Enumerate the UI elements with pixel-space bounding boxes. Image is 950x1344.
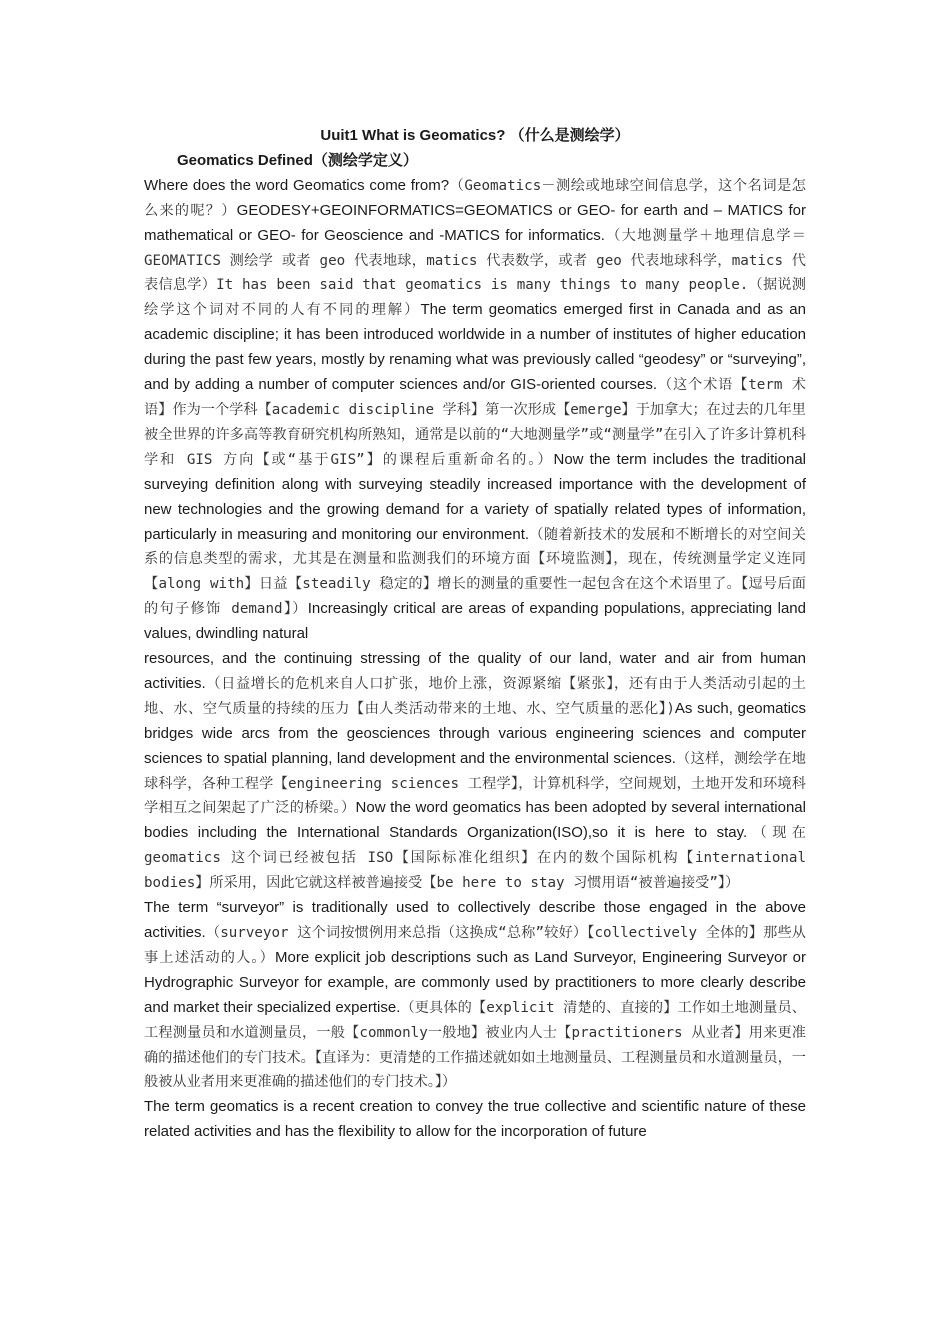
text-segment-en: More explicit job descriptions such as Land Surveyor, Engineering Surveyor or Hydrographic Surveyor for example, are commonly used by practitioners to more clearly describe and market their specialized expertise. (144, 948, 806, 1016)
paragraph (144, 1095, 806, 1145)
text-segment-en: GEODESY+GEOINFORMATICS=GEOMATICS or GEO- for earth and – MATICS for mathematical or GEO- for Geoscience and -MATICS for informatics. (144, 201, 806, 244)
text-segment-en: Now the term includes the traditional surveying definition along with surveying steadily increased importance with the development of new technologies and the growing demand for a variety of spatially related types of information, particularly in measuring and monitoring our environment. (144, 450, 807, 543)
text-segment-zh: （Geomatics－测绘或地球空间信息学，这个名词是怎么来的呢？） (144, 177, 806, 219)
text-segment-en: Increasingly critical are areas of expanding populations, appreciating land values, dwindling natural (144, 600, 806, 643)
text-segment-zh: （随着新技术的发展和不断增长的对空间关系的信息类型的需求，尤其是在测量和监测我们的环境方面【环境监测】，现在，传统测量学定义连同【along with】日益【steadily 稳定的】增长的测量的重要性一起包含在这个术语里了。【逗号后面的句子修饰 demand】） (144, 526, 806, 618)
text-segment-zh: （surveyor 这个词按惯例用来总指（这换成“总称”较好）【collectively 全体的】那些从事上述活动的人。） (144, 925, 806, 966)
text-segment-zh: （大地测量学＋地理信息学＝GEOMATICS 测绘学 或者 geo 代表地球，matics 代表数学，或者 geo 代表地球科学，matics 代表信息学）It has been said that geomatics is many things to many people.（据说测绘学这个词对不同的人有不同的理解） (144, 227, 806, 319)
text-segment-en: The term geomatics emerged first in Canada and as an academic discipline; it has been introduced worldwide in a number of institutes of higher education during the past few years, mostly by renaming what was previously called “geodesy” or “surveying”, and by adding a number of computer sciences and/or GIS-oriented courses. (144, 301, 806, 394)
document-body (144, 124, 806, 1145)
paragraph (144, 174, 806, 647)
text-segment-en: The term geomatics is a recent creation to convey the true collective and scientific nature of these related activities and has the flexibility to allow for the incorporation of future (144, 1098, 806, 1141)
text-segment-zh: （这样，测绘学在地球科学，各种工程学【engineering sciences 工程学】，计算机科学，空间规划，土地开发和环境科学相互之间架起了广泛的桥梁。） (144, 750, 806, 817)
document-title: Uuit1 What is Geomatics? （什么是测绘学） (320, 127, 630, 144)
text-segment-en: As such, geomatics bridges wide arcs from the geosciences through various engineering sciences and computer sciences to spatial planning, land development and the environmental sciences. (144, 699, 806, 767)
text-segment-en: resources, and the continuing stressing of the quality of our land, water and air from human activities. (144, 650, 806, 692)
text-segment-en: The term “surveyor” is traditionally used to collectively describe those engaged in the above activities. (144, 899, 806, 941)
paragraph (144, 896, 806, 1095)
text-segment-zh: （更具体的【explicit 清楚的、直接的】工作如土地测量员、工程测量员和水道测量员，一般【commonly一般地】被业内人士【practitioners 从业者】用来更准确的描述他们的专门技术。【直译为：更清楚的工作描述就如如土地测量员、工程测量员和水道测量员，一般被从业者用来更准确的描述他们的专门技术。】） (144, 999, 806, 1091)
paragraph (144, 647, 806, 896)
text-segment-zh: （日益增长的危机来自人口扩张，地价上涨，资源紧缩【紧张】，还有由于人类活动引起的土地、水、空气质量的持续的压力【由人类活动带来的土地、水、空气质量的恶化】) (144, 675, 806, 717)
text-segment-en: Where does the word Geomatics come from? (144, 176, 450, 194)
text-segment-zh: （现在 geomatics 这个词已经被包括 ISO【国际标准化组织】在内的数个国际机构【international bodies】所采用，因此它就这样被普遍接受【be here to stay 习惯用语“被普遍接受”】） (144, 825, 806, 892)
text-segment-zh: （这个术语【term 术语】作为一个学科【academic discipline 学科】第一次形成【emerge】于加拿大；在过去的几年里被全世界的许多高等教育研究机构所熟知，通常是以前的“大地测量学”或“测量学”在引入了许多计算机科学和 GIS 方向【或“基于GIS”】的课程后重新命名的。） (144, 377, 806, 468)
text-segment-en: Now the word geomatics has been adopted by several international bodies including the International Standards Organization(ISO),so it is here to stay. (144, 799, 806, 842)
section-heading: Geomatics Defined（测绘学定义） (177, 151, 418, 169)
